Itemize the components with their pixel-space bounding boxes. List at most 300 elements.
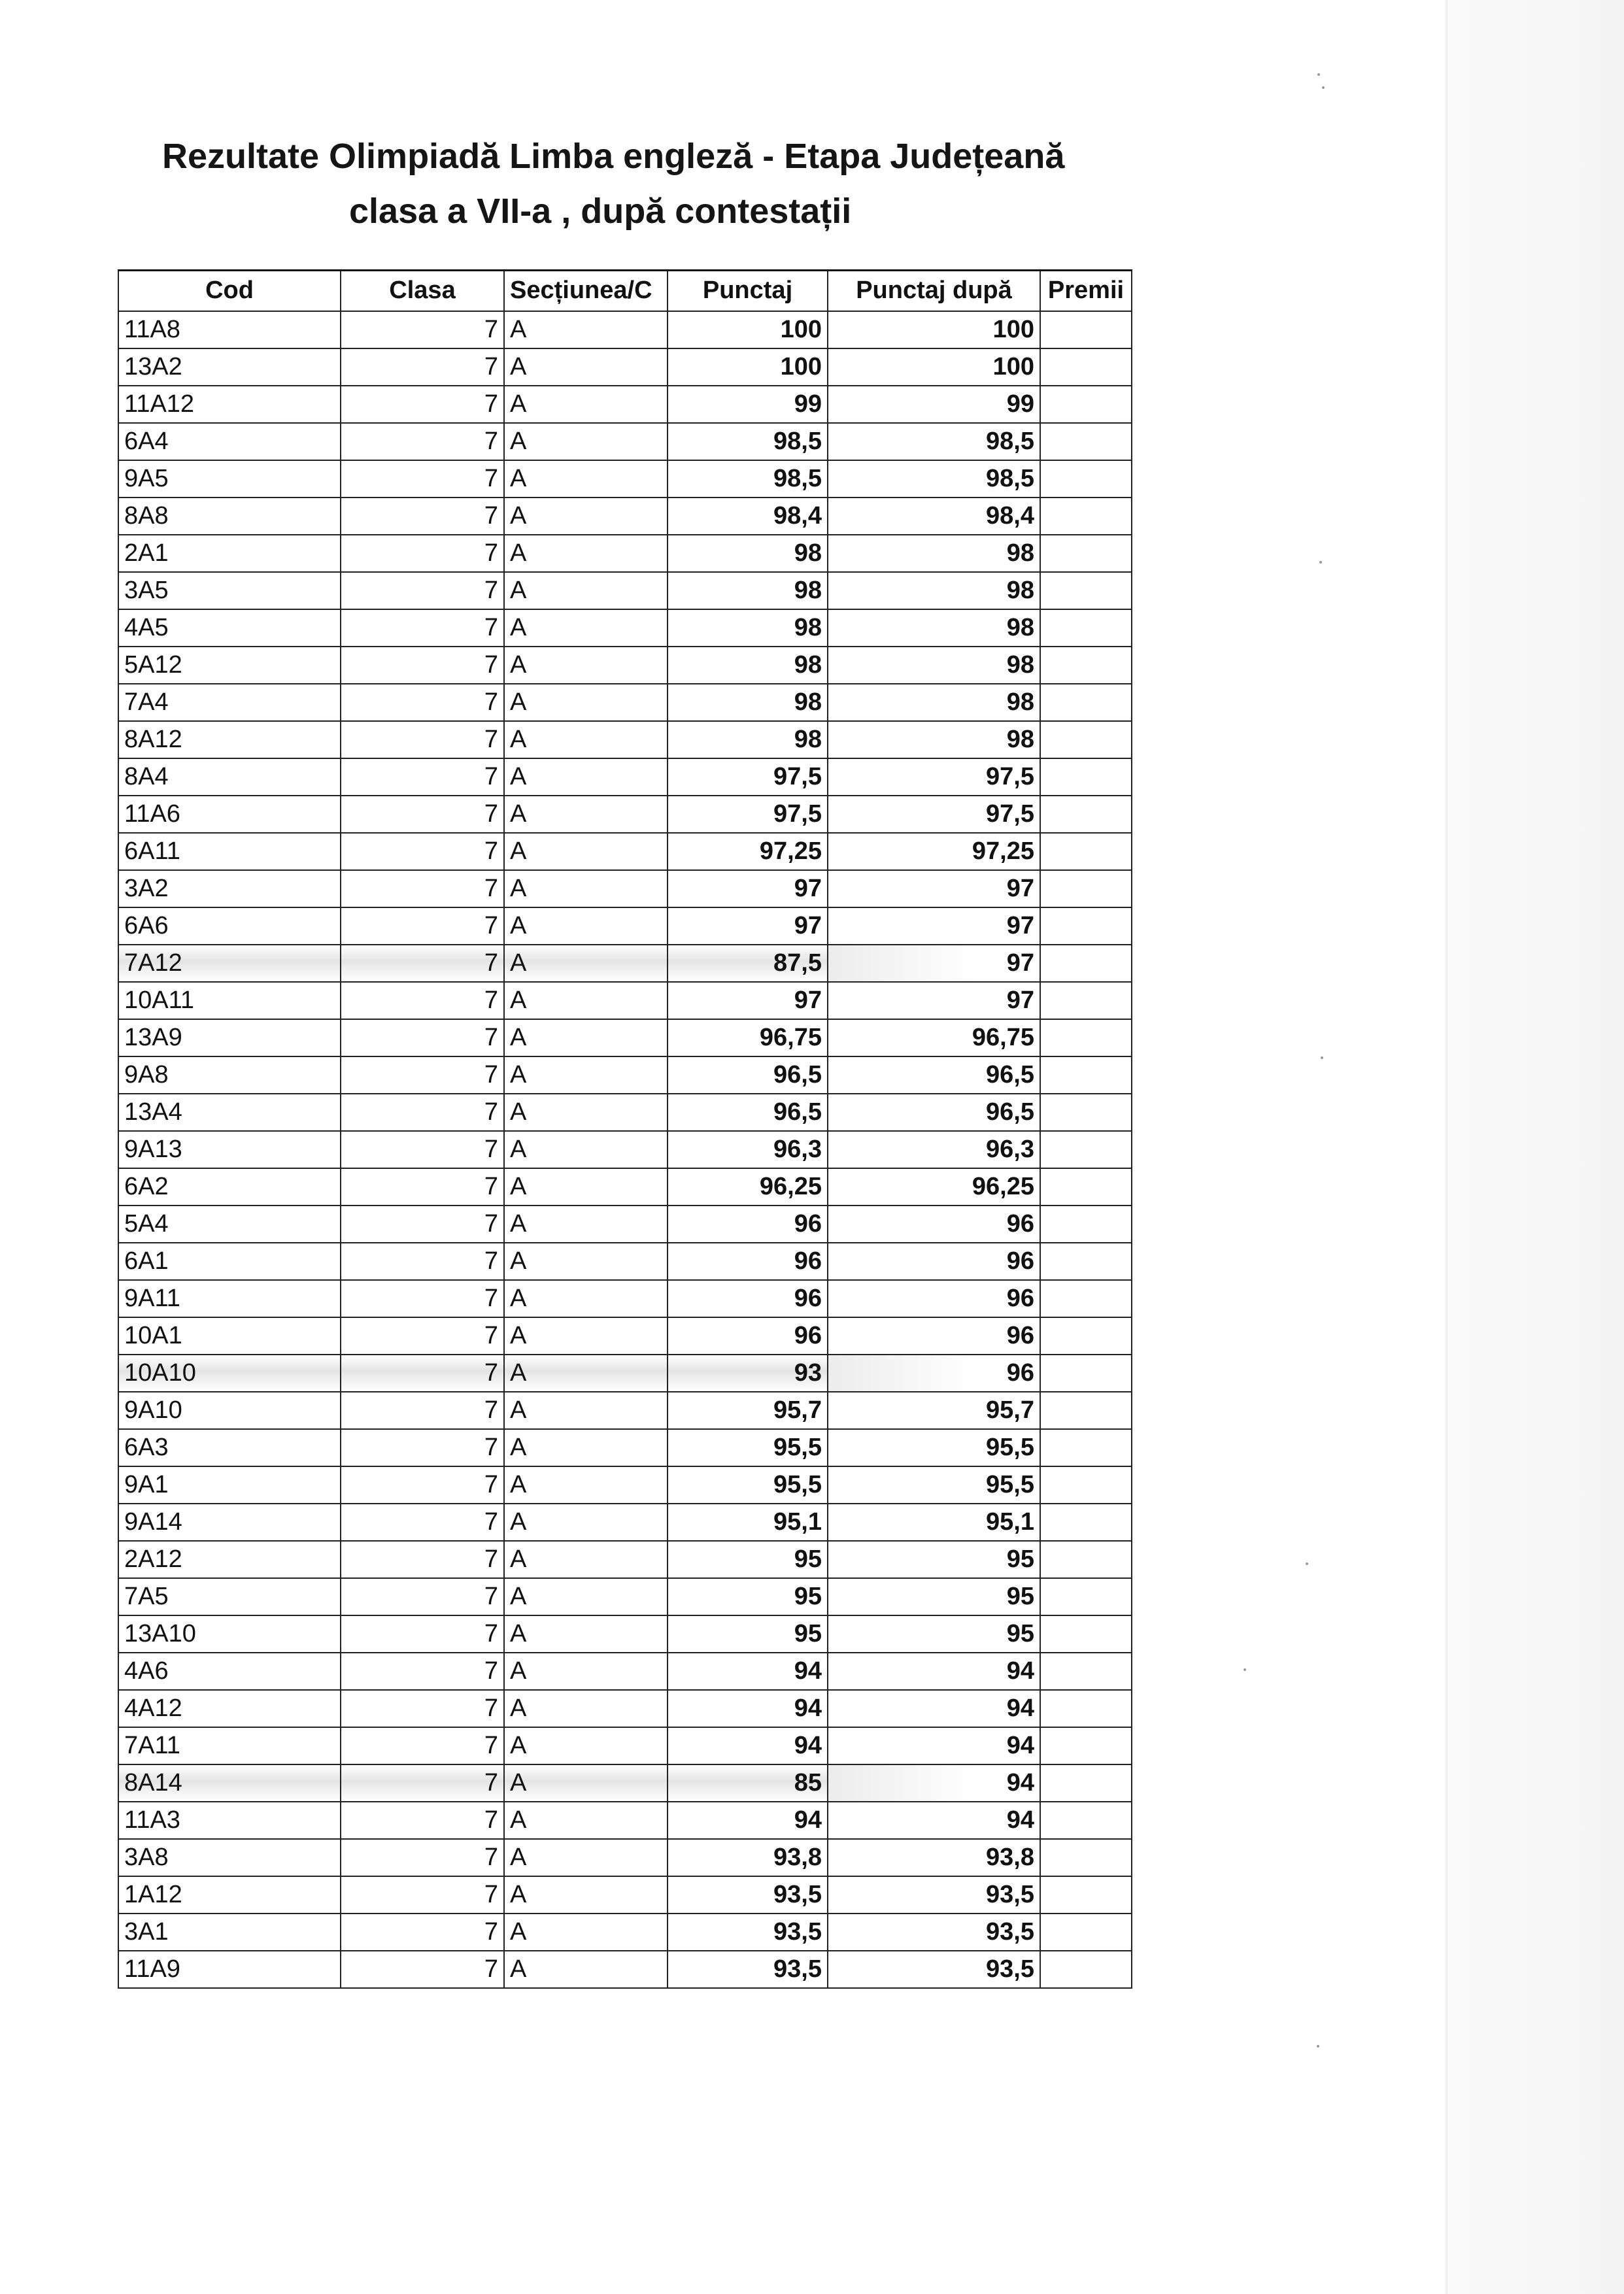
table-row <box>118 1578 1132 1615</box>
cell-clasa: 7 <box>341 1280 504 1317</box>
cell-punctaj-dupa: 98,4 <box>828 498 1040 535</box>
cell-sectiunea: A <box>504 1802 668 1839</box>
cell-punctaj: 98 <box>668 572 828 609</box>
cell-punctaj-dupa: 100 <box>828 348 1040 386</box>
cell-punctaj: 94 <box>668 1690 828 1727</box>
cell-cod: 9A1 <box>118 1466 341 1504</box>
cell-punctaj: 85 <box>668 1764 828 1802</box>
table-row <box>118 1839 1132 1876</box>
cell-sectiunea: A <box>504 1355 668 1392</box>
cell-clasa: 7 <box>341 1839 504 1876</box>
cell-cod: 10A11 <box>118 982 341 1019</box>
cell-sectiunea: A <box>504 1094 668 1131</box>
cell-cod: 2A12 <box>118 1541 341 1578</box>
cell-punctaj: 96,75 <box>668 1019 828 1056</box>
cell-punctaj: 97,25 <box>668 833 828 870</box>
table-row <box>118 498 1132 535</box>
cell-clasa: 7 <box>341 982 504 1019</box>
cell-sectiunea: A <box>504 1541 668 1578</box>
cell-clasa: 7 <box>341 1466 504 1504</box>
cell-cod: 2A1 <box>118 535 341 572</box>
cell-punctaj-dupa: 96,75 <box>828 1019 1040 1056</box>
cell-sectiunea: A <box>504 1839 668 1876</box>
table-row <box>118 796 1132 833</box>
cell-cod: 3A5 <box>118 572 341 609</box>
cell-punctaj: 95,1 <box>668 1504 828 1541</box>
cell-sectiunea: A <box>504 647 668 684</box>
cell-punctaj-dupa: 96,25 <box>828 1168 1040 1206</box>
cell-sectiunea: A <box>504 311 668 348</box>
cell-premii <box>1040 1690 1132 1727</box>
cell-punctaj-dupa: 96 <box>828 1206 1040 1243</box>
cell-punctaj-dupa: 95 <box>828 1615 1040 1653</box>
cell-premii <box>1040 386 1132 423</box>
cell-cod: 9A5 <box>118 460 341 498</box>
cell-sectiunea: A <box>504 1056 668 1094</box>
cell-premii <box>1040 1615 1132 1653</box>
cell-premii <box>1040 945 1132 982</box>
cell-clasa: 7 <box>341 1727 504 1764</box>
cell-premii <box>1040 1392 1132 1429</box>
cell-clasa: 7 <box>341 460 504 498</box>
cell-cod: 6A1 <box>118 1243 341 1280</box>
cell-cod: 3A8 <box>118 1839 341 1876</box>
cell-premii <box>1040 647 1132 684</box>
table-header-row <box>118 271 1132 311</box>
cell-sectiunea: A <box>504 498 668 535</box>
header-cod: Cod <box>118 271 341 311</box>
cell-sectiunea: A <box>504 1764 668 1802</box>
cell-clasa: 7 <box>341 684 504 721</box>
cell-clasa: 7 <box>341 1206 504 1243</box>
cell-punctaj-dupa: 100 <box>828 311 1040 348</box>
cell-punctaj: 93,8 <box>668 1839 828 1876</box>
cell-sectiunea: A <box>504 1317 668 1355</box>
table-row <box>118 1056 1132 1094</box>
cell-premii <box>1040 609 1132 647</box>
cell-punctaj: 94 <box>668 1802 828 1839</box>
cell-cod: 9A13 <box>118 1131 341 1168</box>
cell-clasa: 7 <box>341 1355 504 1392</box>
cell-premii <box>1040 796 1132 833</box>
cell-premii <box>1040 348 1132 386</box>
cell-clasa: 7 <box>341 647 504 684</box>
cell-punctaj-dupa: 98 <box>828 684 1040 721</box>
cell-punctaj-dupa: 98,5 <box>828 460 1040 498</box>
cell-premii <box>1040 721 1132 758</box>
cell-premii <box>1040 870 1132 907</box>
cell-punctaj-dupa: 94 <box>828 1653 1040 1690</box>
cell-clasa: 7 <box>341 609 504 647</box>
cell-sectiunea: A <box>504 1653 668 1690</box>
cell-cod: 10A10 <box>118 1355 341 1392</box>
cell-cod: 9A8 <box>118 1056 341 1094</box>
cell-sectiunea: A <box>504 721 668 758</box>
header-sectiunea: Secțiunea/C <box>504 271 668 311</box>
cell-punctaj: 95,5 <box>668 1429 828 1466</box>
cell-clasa: 7 <box>341 1541 504 1578</box>
cell-cod: 11A12 <box>118 386 341 423</box>
cell-premii <box>1040 1951 1132 1988</box>
cell-premii <box>1040 1243 1132 1280</box>
cell-premii <box>1040 1019 1132 1056</box>
cell-punctaj-dupa: 97 <box>828 945 1040 982</box>
table-row <box>118 1168 1132 1206</box>
cell-premii <box>1040 1094 1132 1131</box>
cell-punctaj-dupa: 98 <box>828 572 1040 609</box>
cell-premii <box>1040 1764 1132 1802</box>
table-row <box>118 1466 1132 1504</box>
cell-punctaj: 98 <box>668 535 828 572</box>
scan-speck <box>1322 86 1325 89</box>
cell-cod: 6A3 <box>118 1429 341 1466</box>
cell-sectiunea: A <box>504 982 668 1019</box>
cell-clasa: 7 <box>341 498 504 535</box>
cell-punctaj-dupa: 98 <box>828 647 1040 684</box>
cell-punctaj: 96 <box>668 1280 828 1317</box>
cell-clasa: 7 <box>341 1951 504 1988</box>
header-punctaj-dupa: Punctaj după <box>828 271 1040 311</box>
cell-premii <box>1040 907 1132 945</box>
cell-sectiunea: A <box>504 1168 668 1206</box>
cell-punctaj: 98 <box>668 721 828 758</box>
cell-premii <box>1040 1056 1132 1094</box>
cell-punctaj: 98 <box>668 647 828 684</box>
table-row <box>118 833 1132 870</box>
cell-punctaj: 98,5 <box>668 423 828 460</box>
cell-punctaj-dupa: 95 <box>828 1578 1040 1615</box>
cell-premii <box>1040 460 1132 498</box>
cell-punctaj-dupa: 94 <box>828 1764 1040 1802</box>
cell-punctaj: 96,25 <box>668 1168 828 1206</box>
table-row <box>118 1876 1132 1914</box>
scan-speck <box>1243 1668 1246 1671</box>
cell-sectiunea: A <box>504 870 668 907</box>
cell-punctaj: 95 <box>668 1541 828 1578</box>
cell-premii <box>1040 1914 1132 1951</box>
cell-punctaj: 99 <box>668 386 828 423</box>
cell-punctaj: 96,5 <box>668 1056 828 1094</box>
cell-punctaj-dupa: 94 <box>828 1690 1040 1727</box>
cell-clasa: 7 <box>341 348 504 386</box>
cell-punctaj-dupa: 96,3 <box>828 1131 1040 1168</box>
table-row <box>118 1206 1132 1243</box>
cell-premii <box>1040 423 1132 460</box>
cell-cod: 4A6 <box>118 1653 341 1690</box>
cell-sectiunea: A <box>504 386 668 423</box>
cell-punctaj: 97,5 <box>668 758 828 796</box>
cell-cod: 8A14 <box>118 1764 341 1802</box>
cell-premii <box>1040 1429 1132 1466</box>
cell-punctaj-dupa: 99 <box>828 386 1040 423</box>
cell-sectiunea: A <box>504 1019 668 1056</box>
cell-clasa: 7 <box>341 1056 504 1094</box>
cell-sectiunea: A <box>504 460 668 498</box>
cell-clasa: 7 <box>341 1578 504 1615</box>
cell-cod: 13A9 <box>118 1019 341 1056</box>
cell-cod: 9A10 <box>118 1392 341 1429</box>
cell-clasa: 7 <box>341 1094 504 1131</box>
cell-clasa: 7 <box>341 1131 504 1168</box>
table-row <box>118 1094 1132 1131</box>
table-row <box>118 1951 1132 1988</box>
cell-sectiunea: A <box>504 1615 668 1653</box>
cell-sectiunea: A <box>504 609 668 647</box>
cell-sectiunea: A <box>504 1727 668 1764</box>
table-row <box>118 945 1132 982</box>
cell-cod: 9A14 <box>118 1504 341 1541</box>
cell-cod: 6A2 <box>118 1168 341 1206</box>
scan-speck <box>1319 561 1322 564</box>
cell-clasa: 7 <box>341 1653 504 1690</box>
cell-punctaj-dupa: 98 <box>828 535 1040 572</box>
cell-punctaj-dupa: 93,5 <box>828 1951 1040 1988</box>
cell-clasa: 7 <box>341 535 504 572</box>
cell-sectiunea: A <box>504 796 668 833</box>
cell-clasa: 7 <box>341 1690 504 1727</box>
cell-punctaj-dupa: 96,5 <box>828 1094 1040 1131</box>
cell-premii <box>1040 535 1132 572</box>
cell-clasa: 7 <box>341 1019 504 1056</box>
cell-punctaj: 100 <box>668 348 828 386</box>
cell-cod: 11A3 <box>118 1802 341 1839</box>
scan-speck <box>1321 1056 1323 1059</box>
cell-clasa: 7 <box>341 1392 504 1429</box>
table-row <box>118 1392 1132 1429</box>
table-row <box>118 870 1132 907</box>
cell-cod: 11A9 <box>118 1951 341 1988</box>
cell-punctaj-dupa: 95 <box>828 1541 1040 1578</box>
cell-sectiunea: A <box>504 945 668 982</box>
table-row <box>118 907 1132 945</box>
cell-sectiunea: A <box>504 1951 668 1988</box>
cell-clasa: 7 <box>341 386 504 423</box>
cell-punctaj: 94 <box>668 1727 828 1764</box>
cell-sectiunea: A <box>504 1280 668 1317</box>
table-row <box>118 721 1132 758</box>
table-row <box>118 1429 1132 1466</box>
table-row <box>118 572 1132 609</box>
cell-punctaj-dupa: 97,5 <box>828 758 1040 796</box>
table-row <box>118 1914 1132 1951</box>
results-table <box>118 269 1132 1989</box>
cell-punctaj: 96 <box>668 1243 828 1280</box>
cell-premii <box>1040 1131 1132 1168</box>
cell-clasa: 7 <box>341 311 504 348</box>
cell-sectiunea: A <box>504 1466 668 1504</box>
table-row <box>118 1690 1132 1727</box>
cell-sectiunea: A <box>504 1206 668 1243</box>
cell-punctaj: 96,5 <box>668 1094 828 1131</box>
cell-punctaj: 98 <box>668 609 828 647</box>
cell-premii <box>1040 1355 1132 1392</box>
cell-premii <box>1040 1206 1132 1243</box>
cell-premii <box>1040 1578 1132 1615</box>
cell-punctaj-dupa: 95,7 <box>828 1392 1040 1429</box>
cell-punctaj: 93,5 <box>668 1876 828 1914</box>
document-title: Rezultate Olimpiadă Limba engleză - Etapa Județeană <box>162 137 1065 176</box>
cell-cod: 9A11 <box>118 1280 341 1317</box>
cell-clasa: 7 <box>341 758 504 796</box>
cell-punctaj-dupa: 97 <box>828 907 1040 945</box>
table-row <box>118 386 1132 423</box>
table-row <box>118 758 1132 796</box>
cell-cod: 5A4 <box>118 1206 341 1243</box>
cell-clasa: 7 <box>341 1429 504 1466</box>
cell-cod: 3A2 <box>118 870 341 907</box>
cell-cod: 11A6 <box>118 796 341 833</box>
cell-cod: 11A8 <box>118 311 341 348</box>
cell-cod: 3A1 <box>118 1914 341 1951</box>
table-row <box>118 423 1132 460</box>
scan-speck <box>1306 1562 1308 1565</box>
cell-clasa: 7 <box>341 870 504 907</box>
cell-punctaj-dupa: 96 <box>828 1355 1040 1392</box>
table-row <box>118 1317 1132 1355</box>
document-subtitle: clasa a VII-a , după contestații <box>349 192 852 231</box>
cell-punctaj: 93,5 <box>668 1951 828 1988</box>
table-row <box>118 460 1132 498</box>
table-row <box>118 647 1132 684</box>
cell-punctaj: 97 <box>668 982 828 1019</box>
table-row <box>118 684 1132 721</box>
cell-clasa: 7 <box>341 1764 504 1802</box>
cell-clasa: 7 <box>341 1504 504 1541</box>
cell-cod: 6A11 <box>118 833 341 870</box>
cell-clasa: 7 <box>341 907 504 945</box>
cell-cod: 5A12 <box>118 647 341 684</box>
cell-punctaj-dupa: 96 <box>828 1280 1040 1317</box>
cell-sectiunea: A <box>504 572 668 609</box>
cell-sectiunea: A <box>504 1243 668 1280</box>
cell-punctaj-dupa: 97 <box>828 982 1040 1019</box>
scan-margin <box>1446 0 1624 2294</box>
cell-sectiunea: A <box>504 1578 668 1615</box>
cell-sectiunea: A <box>504 758 668 796</box>
cell-clasa: 7 <box>341 1914 504 1951</box>
cell-cod: 8A12 <box>118 721 341 758</box>
cell-clasa: 7 <box>341 945 504 982</box>
cell-premii <box>1040 1802 1132 1839</box>
table-row <box>118 982 1132 1019</box>
cell-punctaj-dupa: 97,25 <box>828 833 1040 870</box>
cell-clasa: 7 <box>341 1168 504 1206</box>
cell-punctaj-dupa: 96 <box>828 1317 1040 1355</box>
cell-punctaj: 95 <box>668 1615 828 1653</box>
table-row <box>118 1355 1132 1392</box>
cell-punctaj-dupa: 95,5 <box>828 1466 1040 1504</box>
header-punctaj: Punctaj <box>668 271 828 311</box>
results-body <box>118 311 1132 1988</box>
cell-premii <box>1040 1541 1132 1578</box>
cell-clasa: 7 <box>341 1243 504 1280</box>
table-row <box>118 609 1132 647</box>
table-row <box>118 1615 1132 1653</box>
cell-sectiunea: A <box>504 535 668 572</box>
cell-punctaj: 98,5 <box>668 460 828 498</box>
cell-premii <box>1040 498 1132 535</box>
cell-cod: 7A5 <box>118 1578 341 1615</box>
cell-sectiunea: A <box>504 1876 668 1914</box>
cell-cod: 6A6 <box>118 907 341 945</box>
cell-punctaj-dupa: 95,1 <box>828 1504 1040 1541</box>
cell-punctaj: 95,7 <box>668 1392 828 1429</box>
cell-cod: 13A2 <box>118 348 341 386</box>
cell-punctaj-dupa: 98,5 <box>828 423 1040 460</box>
table-row <box>118 1541 1132 1578</box>
cell-cod: 4A5 <box>118 609 341 647</box>
cell-premii <box>1040 572 1132 609</box>
cell-sectiunea: A <box>504 1392 668 1429</box>
cell-clasa: 7 <box>341 833 504 870</box>
cell-premii <box>1040 1168 1132 1206</box>
cell-punctaj: 96 <box>668 1206 828 1243</box>
cell-punctaj: 98 <box>668 684 828 721</box>
cell-cod: 6A4 <box>118 423 341 460</box>
table-row <box>118 311 1132 348</box>
cell-clasa: 7 <box>341 1317 504 1355</box>
cell-premii <box>1040 1466 1132 1504</box>
cell-punctaj: 96 <box>668 1317 828 1355</box>
cell-clasa: 7 <box>341 1876 504 1914</box>
cell-premii <box>1040 684 1132 721</box>
cell-premii <box>1040 1653 1132 1690</box>
cell-premii <box>1040 1280 1132 1317</box>
cell-premii <box>1040 1504 1132 1541</box>
cell-clasa: 7 <box>341 1615 504 1653</box>
table-row <box>118 1019 1132 1056</box>
cell-punctaj: 100 <box>668 311 828 348</box>
cell-sectiunea: A <box>504 833 668 870</box>
cell-punctaj-dupa: 93,8 <box>828 1839 1040 1876</box>
cell-punctaj: 96,3 <box>668 1131 828 1168</box>
cell-premii <box>1040 982 1132 1019</box>
cell-clasa: 7 <box>341 572 504 609</box>
table-row <box>118 1243 1132 1280</box>
cell-premii <box>1040 1839 1132 1876</box>
cell-premii <box>1040 1727 1132 1764</box>
cell-punctaj: 97 <box>668 870 828 907</box>
table-row <box>118 1802 1132 1839</box>
cell-cod: 1A12 <box>118 1876 341 1914</box>
cell-punctaj-dupa: 95,5 <box>828 1429 1040 1466</box>
cell-cod: 10A1 <box>118 1317 341 1355</box>
cell-sectiunea: A <box>504 348 668 386</box>
cell-punctaj: 98,4 <box>668 498 828 535</box>
cell-punctaj: 94 <box>668 1653 828 1690</box>
cell-sectiunea: A <box>504 1429 668 1466</box>
cell-sectiunea: A <box>504 684 668 721</box>
cell-premii <box>1040 758 1132 796</box>
table-row <box>118 535 1132 572</box>
cell-clasa: 7 <box>341 796 504 833</box>
cell-punctaj-dupa: 93,5 <box>828 1914 1040 1951</box>
cell-cod: 7A12 <box>118 945 341 982</box>
header-premii: Premii <box>1040 271 1132 311</box>
cell-punctaj: 97,5 <box>668 796 828 833</box>
cell-premii <box>1040 311 1132 348</box>
cell-cod: 8A8 <box>118 498 341 535</box>
cell-clasa: 7 <box>341 1802 504 1839</box>
header-clasa: Clasa <box>341 271 504 311</box>
cell-punctaj-dupa: 97,5 <box>828 796 1040 833</box>
cell-premii <box>1040 1876 1132 1914</box>
cell-punctaj: 97 <box>668 907 828 945</box>
cell-cod: 8A4 <box>118 758 341 796</box>
cell-punctaj-dupa: 97 <box>828 870 1040 907</box>
cell-cod: 4A12 <box>118 1690 341 1727</box>
cell-punctaj-dupa: 98 <box>828 721 1040 758</box>
